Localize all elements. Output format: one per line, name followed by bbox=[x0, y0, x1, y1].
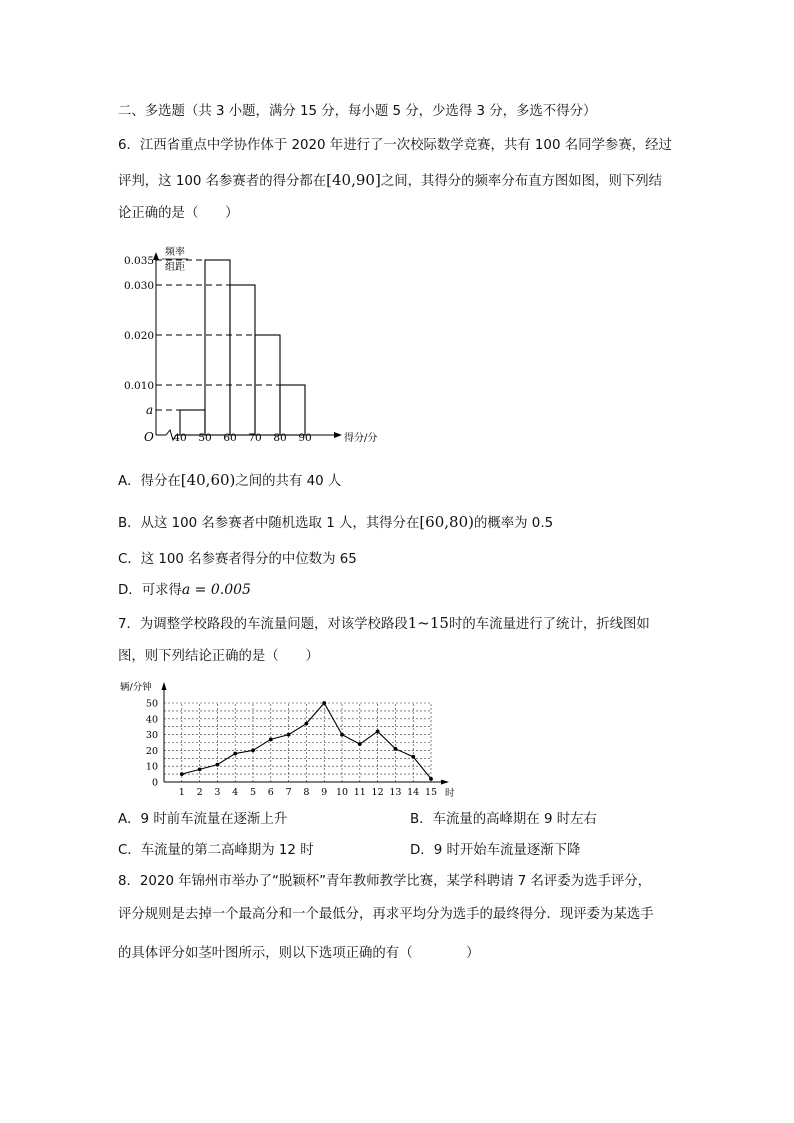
q6-option-d-pre: D．可求得 bbox=[118, 583, 182, 598]
q6-option-d bbox=[118, 581, 251, 600]
y-tick-label: 50 bbox=[145, 698, 158, 710]
y-tick-label: 20 bbox=[145, 745, 158, 757]
x-tick-label: 6 bbox=[267, 787, 274, 798]
q6-option-c: C．这 100 名参赛者得分的中位数为 65 bbox=[118, 552, 357, 567]
q6-option-b-post: 的概率为 0.5 bbox=[473, 516, 554, 531]
x-tick-label: 70 bbox=[248, 432, 262, 444]
x-tick-label: 60 bbox=[223, 432, 237, 444]
x-tick-label: 9 bbox=[321, 787, 328, 798]
x-tick-label: 90 bbox=[298, 432, 312, 444]
x-tick-label: 14 bbox=[407, 787, 420, 798]
y-tick-label: 0.030 bbox=[124, 280, 155, 292]
histogram-bar bbox=[280, 385, 305, 435]
data-point bbox=[322, 701, 326, 705]
q7-range: 1~15 bbox=[407, 614, 449, 632]
y-tick-label: 0.010 bbox=[124, 380, 155, 392]
x-tick-label: 1 bbox=[178, 787, 185, 798]
data-point bbox=[429, 777, 433, 781]
q6-interval: [40,90] bbox=[326, 171, 381, 189]
q6-stem-line2-b: 之间，其得分的频率分布直方图如图，则下列结 bbox=[380, 174, 663, 189]
x-tick-label: 11 bbox=[353, 787, 366, 798]
q8-stem-line1: 8．2020 年锦州市举办了“脱颖杯”青年教师教学比赛，某学科聘请 7 名评委为选手评分， bbox=[118, 874, 652, 889]
line-chart bbox=[118, 678, 468, 800]
x-axis-arrow bbox=[334, 432, 342, 438]
q7-stem-line1 bbox=[118, 614, 650, 634]
q7-option-b: B．车流量的高峰期在 9 时左右 bbox=[410, 812, 597, 827]
q6-option-d-math: a = 0.005 bbox=[181, 582, 251, 598]
x-axis-label: 得分/分 bbox=[344, 433, 378, 444]
y-axis-label-top: 频率 bbox=[165, 247, 185, 258]
x-tick-label: 5 bbox=[249, 787, 257, 798]
q6-option-b-interval: [60,80) bbox=[419, 513, 474, 531]
data-point bbox=[376, 730, 380, 734]
histogram-bar bbox=[230, 285, 255, 435]
y-axis-label: 辆/分钟 bbox=[120, 682, 152, 693]
q7-stem-line1-a: 7．为调整学校路段的车流量问题，对该学校路段 bbox=[118, 617, 408, 632]
x-axis-arrow bbox=[441, 780, 449, 785]
data-point bbox=[358, 742, 362, 746]
q6-stem-line2 bbox=[118, 171, 662, 191]
y-axis-arrow bbox=[162, 682, 167, 690]
q6-option-b bbox=[118, 513, 553, 533]
data-point bbox=[287, 733, 291, 737]
data-point bbox=[251, 749, 255, 753]
x-tick-label: 80 bbox=[273, 432, 287, 444]
data-point bbox=[233, 752, 237, 756]
histogram-chart bbox=[118, 240, 388, 450]
data-point bbox=[269, 737, 273, 741]
x-tick-label: 3 bbox=[214, 787, 221, 798]
y-tick-label: 10 bbox=[145, 761, 158, 773]
q6-option-a-interval: [40,60) bbox=[180, 471, 236, 489]
data-point bbox=[180, 772, 184, 776]
q6-option-a-pre: A．得分在 bbox=[118, 474, 181, 489]
x-tick-label: 40 bbox=[173, 432, 187, 444]
x-tick-label: 8 bbox=[303, 787, 310, 798]
q7-stem-line1-b: 时的车流量进行了统计，折线图如 bbox=[448, 617, 650, 632]
q6-option-a bbox=[118, 471, 341, 491]
data-point bbox=[340, 733, 344, 737]
x-axis-label: 时 bbox=[445, 788, 455, 799]
q7-option-c: C．车流量的第二高峰期为 12 时 bbox=[118, 843, 314, 858]
q7-option-a: A．9 时前车流量在逐渐上升 bbox=[118, 812, 288, 827]
q8-stem-line3: 的具体评分如茎叶图所示，则以下选项正确的有（ ） bbox=[118, 946, 480, 961]
data-point bbox=[411, 755, 415, 759]
histogram-bar bbox=[205, 260, 230, 435]
x-tick-label: 2 bbox=[196, 787, 203, 798]
section-heading: 二、多选题（共 3 小题，满分 15 分，每小题 5 分，少选得 3 分，多选不得分） bbox=[118, 104, 597, 119]
data-point bbox=[216, 763, 220, 767]
x-tick-label: 10 bbox=[335, 787, 349, 798]
x-tick-label: 13 bbox=[389, 787, 402, 798]
x-tick-label: 4 bbox=[232, 787, 239, 798]
y-axis-label-bottom: 组距 bbox=[165, 262, 185, 273]
data-point bbox=[394, 747, 398, 751]
q7-stem-line2: 图，则下列结论正确的是（ ） bbox=[118, 649, 319, 664]
x-tick-label: 12 bbox=[371, 787, 384, 798]
x-tick-label: 7 bbox=[285, 787, 292, 798]
origin-label: O bbox=[144, 430, 154, 444]
y-tick-label: 0.035 bbox=[124, 255, 155, 267]
q6-option-a-post: 之间的共有 40 人 bbox=[235, 474, 342, 489]
y-tick-label: 0.020 bbox=[124, 330, 155, 342]
y-tick-label: 30 bbox=[145, 730, 158, 742]
y-tick-label: a bbox=[146, 403, 154, 417]
q8-stem-line2: 评分规则是去掉一个最高分和一个最低分，再求平均分为选手的最终得分．现评委为某选手 bbox=[118, 907, 654, 922]
q6-option-b-pre: B．从这 100 名参赛者中随机选取 1 人，其得分在 bbox=[118, 516, 420, 531]
y-tick-label: 40 bbox=[145, 714, 158, 726]
x-tick-label: 50 bbox=[198, 432, 212, 444]
data-point bbox=[198, 767, 202, 771]
data-point bbox=[305, 722, 309, 726]
q6-stem-line2-a: 评判，这 100 名参赛者的得分都在 bbox=[118, 174, 327, 189]
y-tick-label: 0 bbox=[151, 777, 158, 789]
q6-stem-line1: 6．江西省重点中学协作体于 2020 年进行了一次校际数学竞赛，共有 100 名同学参赛，经过 bbox=[118, 138, 672, 153]
q6-stem-line3: 论正确的是（ ） bbox=[118, 206, 239, 221]
x-tick-label: 15 bbox=[424, 787, 438, 798]
q7-option-d: D．9 时开始车流量逐渐下降 bbox=[410, 843, 581, 858]
